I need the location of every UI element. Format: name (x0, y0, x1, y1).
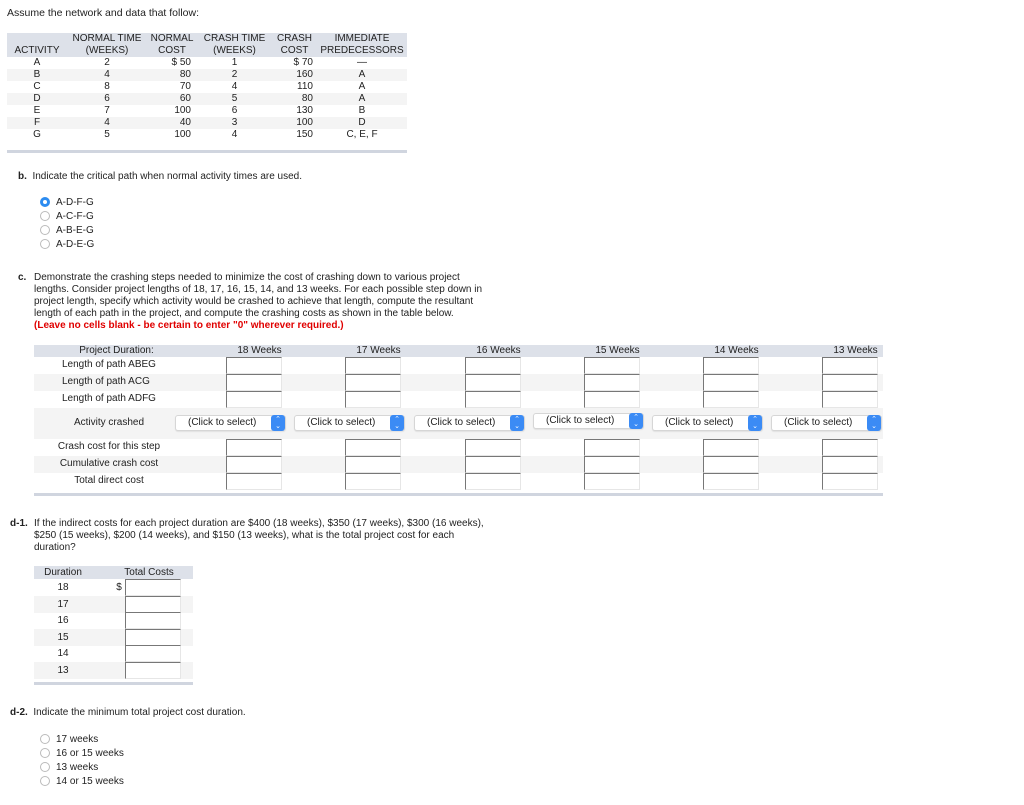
total-cost-input-18wk[interactable] (125, 579, 181, 596)
option-label: A-C-F-G (56, 210, 94, 222)
input-adfg-14wk[interactable] (703, 391, 759, 408)
currency-symbol: $ (116, 582, 122, 593)
crash-cost-cell: 150 (296, 129, 313, 140)
input-abeg-14wk[interactable] (703, 357, 759, 374)
input-acg-18wk[interactable] (226, 374, 282, 391)
min-duration-option-2[interactable] (40, 746, 124, 760)
input-abeg-18wk[interactable] (226, 357, 282, 374)
crash-time-cell: 3 (197, 117, 272, 129)
select-stepper-icon[interactable]: ⌃ ⌄ (390, 415, 404, 431)
input-acg-15wk[interactable] (584, 374, 640, 391)
input-acg-14wk[interactable] (703, 374, 759, 391)
total-costs-header: Total Costs (124, 567, 174, 578)
input-crash-cost-14wk[interactable] (703, 439, 759, 456)
row-label: Length of path ADFG (62, 393, 156, 404)
radio-unselected-icon[interactable] (40, 762, 50, 772)
option-label: 13 weeks (56, 761, 99, 773)
warning-text: (Leave no cells blank - be certain to enter "0" wherever required.) (34, 320, 344, 331)
normal-cost-cell: 80 (147, 69, 197, 81)
min-duration-option-1[interactable] (40, 732, 124, 746)
activity-cell: D (7, 93, 67, 105)
input-cumulative-17wk[interactable] (345, 456, 401, 473)
duration-value: 14 (57, 648, 69, 660)
option-label: A-B-E-G (56, 224, 94, 236)
col-header-normal-time: NORMAL TIME (WEEKS) (67, 33, 147, 57)
select-placeholder: (Click to select) (427, 417, 496, 428)
activity-crashed-select-13wk[interactable] (771, 415, 882, 431)
column-header-17-weeks: 17 Weeks (356, 345, 401, 356)
col-header-crash-time: CRASH TIME (WEEKS) (197, 33, 272, 57)
radio-unselected-icon[interactable] (40, 776, 50, 786)
input-adfg-15wk[interactable] (584, 391, 640, 408)
part-d1-question: d-1. If the indirect costs for each project duration are $400 (18 weeks), $350 (17 weeks), $300 (16 weeks), $250 (15 weeks), $200 (14 weeks), and $150 (13 weeks), what is the total project cost for each duration? (10, 518, 484, 553)
normal-cost-cell: 60 (147, 93, 197, 105)
input-total-direct-15wk[interactable] (584, 473, 640, 490)
select-placeholder: (Click to select) (665, 417, 734, 428)
input-adfg-17wk[interactable] (345, 391, 401, 408)
table-row (7, 69, 407, 81)
crash-cost-cell: 110 (297, 81, 313, 92)
critical-path-option-4[interactable] (40, 237, 94, 251)
predecessors-cell: A (317, 69, 407, 81)
duration-value: 15 (57, 631, 69, 643)
option-label: A-D-E-G (56, 238, 95, 250)
input-crash-cost-13wk[interactable] (822, 439, 878, 456)
input-crash-cost-17wk[interactable] (345, 439, 401, 456)
column-header-14-weeks: 14 Weeks (714, 345, 759, 356)
select-stepper-icon[interactable]: ⌃ ⌄ (748, 415, 762, 431)
crash-cost-cell: 160 (272, 69, 317, 81)
activity-crashed-select-18wk[interactable] (175, 415, 286, 431)
crash-time-cell: 5 (197, 93, 272, 105)
normal-time-cell: 5 (104, 129, 110, 140)
normal-time-cell: 2 (104, 57, 110, 68)
input-acg-16wk[interactable] (465, 374, 521, 391)
option-label: A-D-F-G (56, 196, 94, 208)
total-cost-input-13wk[interactable] (125, 662, 181, 679)
option-label: 17 weeks (56, 733, 99, 745)
critical-path-option-1[interactable] (40, 195, 94, 209)
project-duration-label: Project Duration: (79, 345, 154, 356)
predecessors-cell: — (357, 57, 367, 68)
normal-cost-cell: $ 50 (171, 57, 191, 68)
table-row (7, 117, 407, 129)
table-bottom-band (7, 150, 407, 153)
select-stepper-icon[interactable]: ⌃ ⌄ (629, 413, 643, 429)
activity-cell: B (7, 69, 67, 81)
row-label: Length of path ACG (62, 376, 150, 387)
input-adfg-13wk[interactable] (822, 391, 878, 408)
predecessors-cell: D (317, 117, 407, 129)
radio-selected-icon[interactable] (40, 197, 50, 207)
normal-cost-cell: 70 (179, 81, 191, 92)
table-row (7, 129, 407, 141)
select-stepper-icon[interactable]: ⌃ ⌄ (867, 415, 881, 431)
part-b-options (40, 195, 94, 251)
select-placeholder: (Click to select) (784, 417, 853, 428)
col-header-crash-cost: CRASH COST (272, 33, 317, 57)
input-acg-13wk[interactable] (822, 374, 878, 391)
select-placeholder: (Click to select) (188, 417, 257, 428)
activity-cell: E (33, 105, 41, 116)
table-row (7, 81, 407, 93)
min-duration-option-3[interactable] (40, 760, 124, 774)
input-total-direct-17wk[interactable] (345, 473, 401, 490)
input-abeg-17wk[interactable] (345, 357, 401, 374)
column-header-16-weeks: 16 Weeks (476, 345, 521, 356)
radio-unselected-icon[interactable] (40, 225, 50, 235)
input-abeg-16wk[interactable] (465, 357, 521, 374)
total-cost-input-15wk[interactable] (125, 629, 181, 646)
col-header-predecessors: IMMEDIATE PREDECESSORS (317, 33, 407, 57)
critical-path-option-2[interactable] (40, 209, 94, 223)
input-total-direct-13wk[interactable] (822, 473, 878, 490)
normal-time-cell: 6 (67, 93, 147, 105)
input-abeg-13wk[interactable] (822, 357, 878, 374)
input-cumulative-18wk[interactable] (226, 456, 282, 473)
input-cumulative-13wk[interactable] (822, 456, 878, 473)
crash-cost-cell: $ 70 (293, 57, 313, 68)
normal-cost-cell: 100 (174, 105, 191, 116)
total-cost-table-bottom-band (34, 682, 193, 685)
crash-time-cell: 4 (231, 81, 238, 92)
activity-cell: G (33, 129, 41, 140)
row-label: Crash cost for this step (57, 441, 161, 452)
activity-crashed-select-16wk[interactable] (414, 415, 525, 431)
crash-time-cell: 2 (197, 69, 272, 81)
activity-crashed-select-17wk[interactable] (294, 415, 405, 431)
part-d2-options (40, 732, 124, 788)
col-header-activity: ACTIVITY (7, 33, 67, 57)
column-header-18-weeks: 18 Weeks (237, 345, 282, 356)
crash-cost-cell: 100 (272, 117, 317, 129)
duration-value: 13 (57, 665, 69, 676)
col-header-normal-cost: NORMAL COST (147, 33, 197, 57)
input-cumulative-15wk[interactable] (584, 456, 640, 473)
input-cumulative-14wk[interactable] (703, 456, 759, 473)
radio-unselected-icon[interactable] (40, 734, 50, 744)
total-cost-input-14wk[interactable] (125, 645, 181, 662)
duration-value: 18 (57, 582, 69, 593)
crash-time-cell: 1 (231, 57, 238, 68)
row-label: Total direct cost (74, 475, 144, 486)
input-acg-17wk[interactable] (345, 374, 401, 391)
column-header-15-weeks: 15 Weeks (595, 345, 640, 356)
total-cost-input-17wk[interactable] (125, 596, 181, 613)
normal-cost-cell: 100 (174, 129, 191, 140)
input-crash-cost-18wk[interactable] (226, 439, 282, 456)
activity-cell: F (7, 117, 67, 129)
predecessors-cell: A (317, 93, 407, 105)
predecessors-cell: A (358, 81, 366, 92)
critical-path-option-3[interactable] (40, 223, 94, 237)
row-label: Activity crashed (73, 417, 145, 428)
normal-time-cell: 7 (104, 105, 110, 116)
input-crash-cost-15wk[interactable] (584, 439, 640, 456)
part-b-question: b. Indicate the critical path when normal activity times are used. (18, 171, 303, 182)
predecessors-cell: C, E, F (346, 129, 378, 140)
intro-text: Assume the network and data that follow: (7, 7, 200, 19)
input-total-direct-18wk[interactable] (226, 473, 282, 490)
crash-cost-cell: 130 (296, 105, 313, 116)
normal-time-cell: 4 (67, 117, 147, 129)
row-label: Length of path ABEG (62, 359, 156, 370)
input-cumulative-16wk[interactable] (465, 456, 521, 473)
input-crash-cost-16wk[interactable] (465, 439, 521, 456)
activity-crashed-select-14wk[interactable] (652, 415, 763, 431)
duration-value: 17 (57, 598, 69, 610)
select-placeholder: (Click to select) (546, 415, 615, 426)
radio-unselected-icon[interactable] (40, 239, 50, 249)
row-label: Cumulative crash cost (59, 458, 159, 469)
select-stepper-icon[interactable]: ⌃ ⌄ (510, 415, 524, 431)
activity-cell: C (33, 81, 41, 92)
table-row (7, 105, 407, 117)
predecessors-cell: B (358, 105, 366, 116)
select-placeholder: (Click to select) (307, 417, 376, 428)
normal-cost-cell: 40 (147, 117, 197, 129)
normal-time-cell: 4 (67, 69, 147, 81)
crash-cost-cell: 80 (272, 93, 317, 105)
option-label: 16 or 15 weeks (56, 747, 124, 759)
crash-time-cell: 4 (231, 129, 238, 140)
activity-cell: A (33, 57, 41, 68)
option-label: 14 or 15 weeks (56, 775, 124, 787)
normal-time-cell: 8 (104, 81, 110, 92)
radio-unselected-icon[interactable] (40, 748, 50, 758)
total-cost-input-16wk[interactable] (125, 612, 181, 629)
part-d2-question: d-2. Indicate the minimum total project cost duration. (10, 707, 246, 718)
radio-unselected-icon[interactable] (40, 211, 50, 221)
input-abeg-15wk[interactable] (584, 357, 640, 374)
input-total-direct-14wk[interactable] (703, 473, 759, 490)
activity-data-table (7, 33, 407, 141)
select-stepper-icon[interactable]: ⌃ ⌄ (271, 415, 285, 431)
table-row (7, 57, 407, 69)
duration-value: 16 (57, 615, 69, 627)
table-row (7, 93, 407, 105)
input-total-direct-16wk[interactable] (465, 473, 521, 490)
activity-crashed-select-15wk[interactable] (533, 413, 644, 429)
part-c-question: c. Demonstrate the crashing steps needed to minimize the cost of crashing down to various project lengths. Consider project lengths of 18, 17, 16, 15, 14, and 13 weeks. For each possible step down in project length, specify which activity would be crashed to achieve that length, compute the resultant length of each path in the project, and compute the crashing costs as shown in the table below. (Leave no cells blank - be certain to enter "0" wherever required.) (18, 272, 483, 331)
column-header-13-weeks: 13 Weeks (833, 345, 878, 356)
input-adfg-16wk[interactable] (465, 391, 521, 408)
input-adfg-18wk[interactable] (226, 391, 282, 408)
duration-header: Duration (44, 567, 82, 578)
crash-time-cell: 6 (231, 105, 238, 116)
crash-table-bottom-band (34, 493, 883, 496)
min-duration-option-4[interactable] (40, 774, 124, 788)
